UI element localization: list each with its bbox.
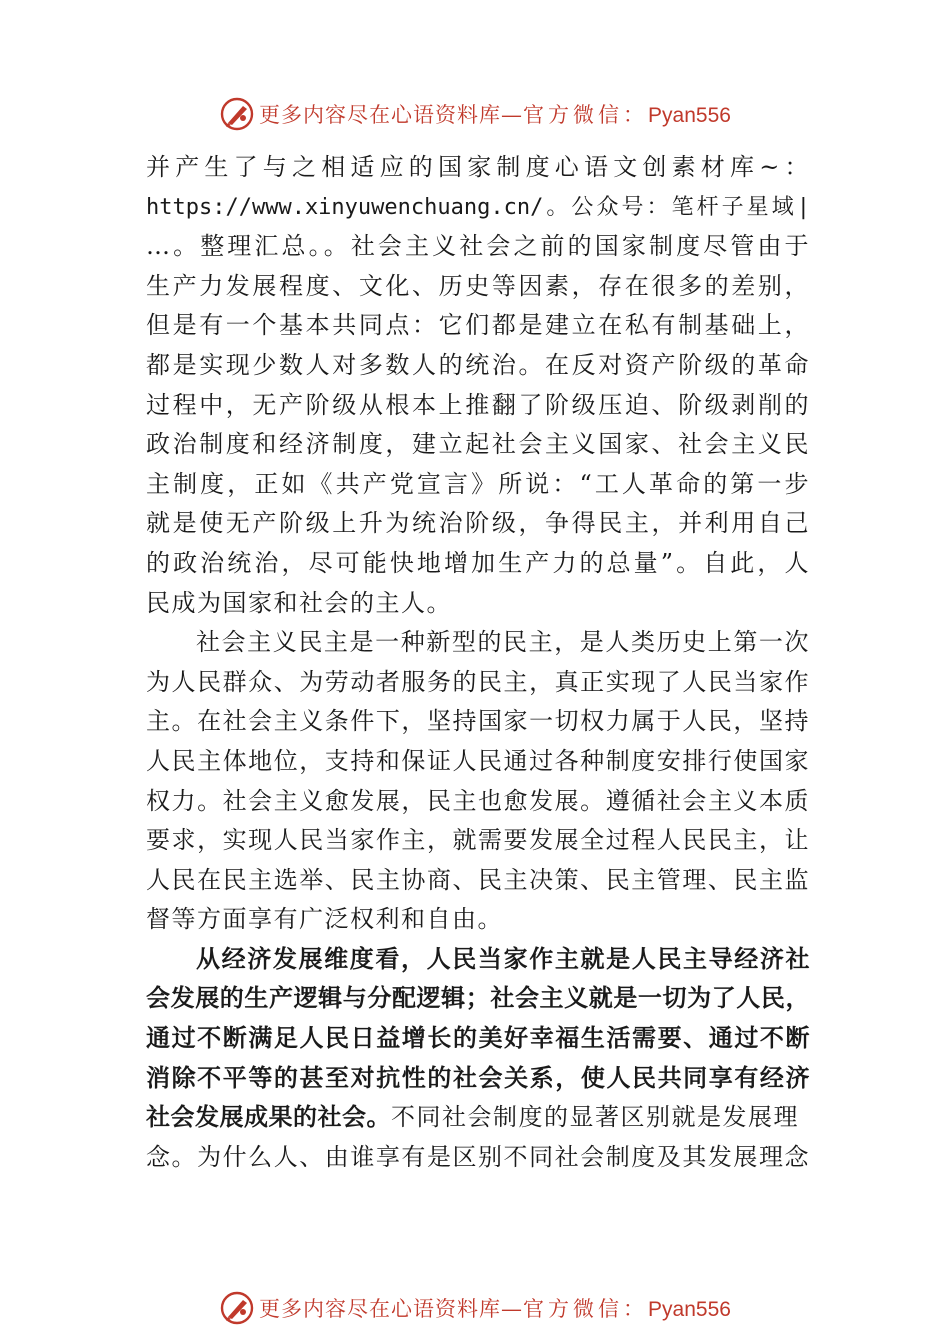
text-line-bold: 会发展的生产逻辑与分配逻辑；社会主义就是一切为了人民，	[146, 984, 810, 1013]
text-line: 主。在社会主义条件下，坚持国家一切权力属于人民，坚持	[146, 707, 810, 736]
text-line-url: https://www.xinyuwenchuang.cn/。公众号：笔杆子星域|	[146, 194, 810, 220]
text-line: 的政治统治，尽可能快地增加生产力的总量”。自此，人	[146, 548, 810, 577]
document-body	[146, 148, 810, 1177]
header-title: 更多内容尽在心语资料库	[259, 103, 502, 127]
text-line-bold: 从经济发展维度看，人民当家作主就是人民主导经济社	[196, 944, 810, 973]
text-line-bold: 消除不平等的甚至对抗性的社会关系，使人民共同享有经济	[146, 1063, 810, 1092]
text-line: 人民主体地位，支持和保证人民通过各种制度安排行使国家	[146, 746, 810, 775]
text-line: 就是使无产阶级上升为统治阶级，争得民主，并利用自己	[146, 509, 810, 538]
text-line: 都是实现少数人对多数人的统治。在反对资产阶级的革命	[146, 350, 810, 379]
text-line-bold: 通过不断满足人民日益增长的美好幸福生活需要、通过不断	[146, 1024, 810, 1053]
regular-fragment: 不同社会制度的显著区别就是发展理	[391, 1103, 799, 1132]
text-line: 民成为国家和社会的主人。	[146, 588, 452, 617]
header-banner-text	[259, 99, 731, 129]
text-line: 主制度，正如《共产党宣言》所说：“工人革命的第一步	[146, 469, 810, 498]
header-banner	[0, 92, 950, 136]
text-line: 政治制度和经济制度，建立起社会主义国家、社会主义民	[146, 430, 810, 459]
bold-fragment: 社会发展成果的社会。	[146, 1103, 391, 1132]
text-line: 社会主义民主是一种新型的民主，是人类历史上第一次	[196, 628, 810, 657]
header-wechat-label: 官方微信：	[523, 103, 649, 127]
pen-circle-logo-icon	[219, 1290, 255, 1326]
text-line: 但是有一个基本共同点：它们都是建立在私有制基础上，	[146, 311, 810, 340]
text-line: 为人民群众、为劳动者服务的民主，真正实现了人民当家作	[146, 667, 810, 696]
footer-banner-text	[259, 1293, 731, 1323]
text-line: 权力。社会主义愈发展，民主也愈发展。遵循社会主义本质	[146, 786, 810, 815]
text-line: …。整理汇总。。社会主义社会之前的国家制度尽管由于	[146, 232, 810, 261]
text-line: 要求，实现人民当家作主，就需要发展全过程人民民主，让	[146, 826, 810, 855]
footer-title: 更多内容尽在心语资料库	[259, 1297, 502, 1321]
text-line-mixed	[146, 1098, 810, 1138]
text-line: 并产生了与之相适应的国家制度心语文创素材库~：	[146, 153, 810, 181]
paragraph-2	[146, 623, 810, 940]
footer-banner	[0, 1286, 950, 1330]
footer-wechat-id: Pyan556	[648, 1298, 731, 1321]
text-line: 过程中，无产阶级从根本上推翻了阶级压迫、阶级剥削的	[146, 390, 810, 419]
footer-wechat-label: 官方微信：	[523, 1297, 649, 1321]
text-line: 人民在民主选举、民主协商、民主决策、民主管理、民主监	[146, 865, 810, 894]
text-line: 生产力发展程度、文化、历史等因素，存在很多的差别，	[146, 271, 810, 300]
footer-separator: —	[501, 1297, 524, 1321]
paragraph-3	[146, 940, 810, 1178]
header-separator: —	[501, 103, 524, 127]
text-line: 督等方面享有广泛权利和自由。	[146, 905, 503, 934]
text-line: 念。为什么人、由谁享有是区别不同社会制度及其发展理念	[146, 1142, 810, 1171]
pen-circle-logo-icon	[219, 96, 255, 132]
paragraph-1	[146, 148, 810, 623]
header-wechat-id: Pyan556	[648, 104, 731, 127]
